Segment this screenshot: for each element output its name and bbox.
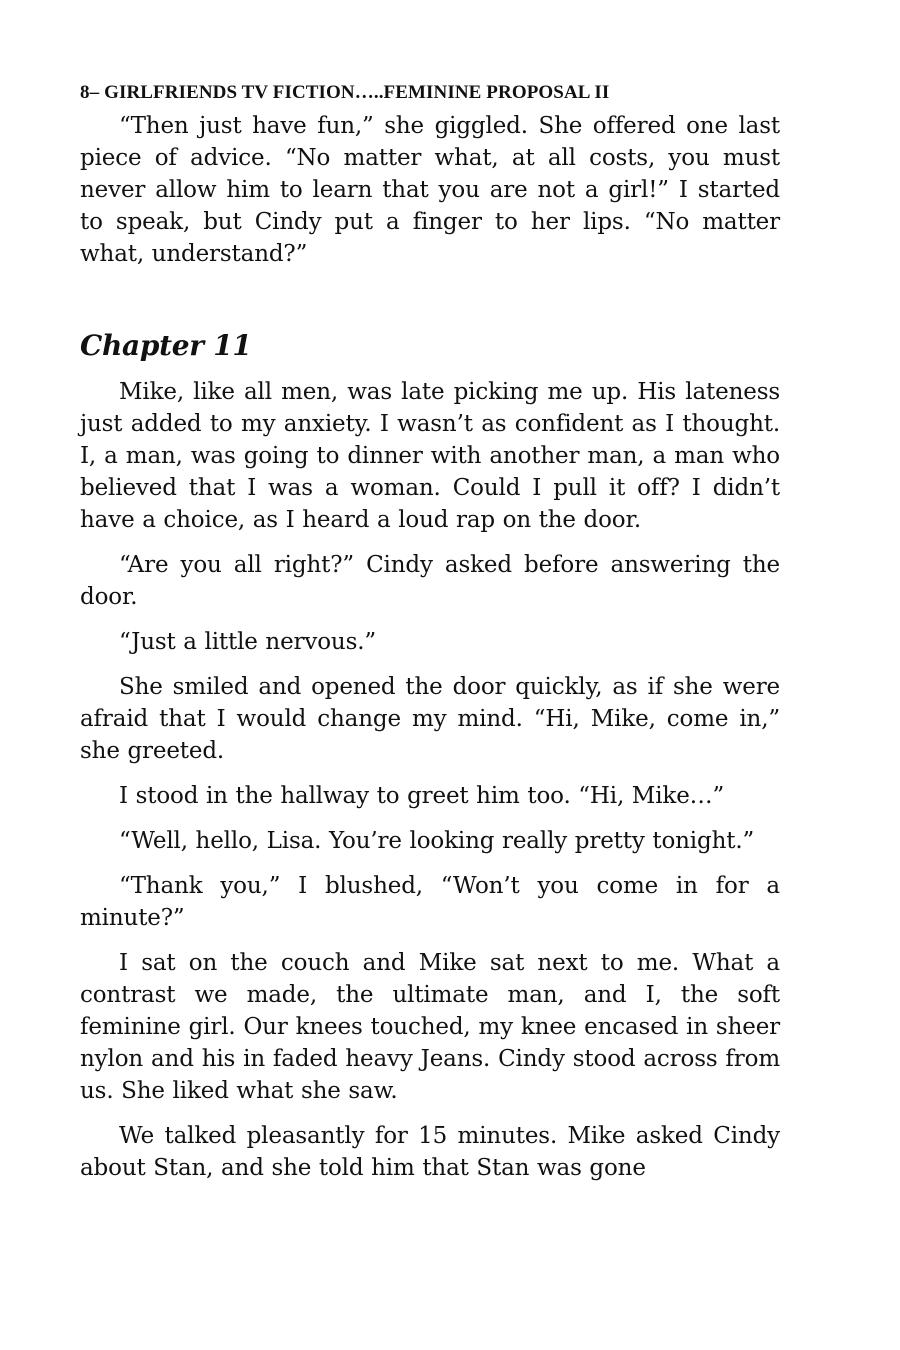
- chapter-heading: Chapter 11: [80, 329, 252, 362]
- running-title: GIRLFRIENDS TV FICTION…..FEMININE PROPOSAL II: [104, 82, 610, 103]
- paragraph: “Are you all right?” Cindy asked before answering the door.: [80, 552, 780, 610]
- paragraph: “Just a little nervous.”: [119, 629, 377, 655]
- chapter-body: [80, 376, 780, 1184]
- page-number: 8: [80, 82, 90, 103]
- paragraph: “Well, hello, Lisa. You’re looking really pretty tonight.”: [119, 828, 755, 854]
- paragraph: Mike, like all men, was late picking me up. His lateness just added to my anxiety. I wasn’t as confident as I thought. I, a man, was going to dinner with another man, a man who believed that I was a woman. Could I pull it off? I didn’t have a choice, as I heard a loud rap on the door.: [80, 379, 780, 533]
- paragraph: I sat on the couch and Mike sat next to me. What a contrast we made, the ultimate man, and I, the soft feminine girl. Our knees touched, my knee encased in sheer nylon and his in faded heavy Jeans. Cindy stood across from us. She liked what she saw.: [80, 950, 780, 1104]
- book-page: [80, 80, 780, 1184]
- running-header: [80, 80, 780, 106]
- paragraph: I stood in the hallway to greet him too. “Hi, Mike…”: [119, 783, 725, 809]
- paragraph: She smiled and opened the door quickly, as if she were afraid that I would change my mind. “Hi, Mike, come in,” she greeted.: [80, 674, 780, 764]
- header-separator: –: [89, 82, 100, 103]
- paragraph: We talked pleasantly for 15 minutes. Mike asked Cindy about Stan, and she told him that Stan was gone: [80, 1123, 780, 1181]
- paragraph: “Thank you,” I blushed, “Won’t you come in for a minute?”: [80, 873, 780, 931]
- intro-text: [80, 110, 780, 270]
- paragraph: “Then just have fun,” she giggled. She offered one last piece of advice. “No matter what, at all costs, you must never allow him to learn that you are not a girl!” I started to speak, but Cindy put a finger to her lips. “No matter what, understand?”: [80, 113, 780, 267]
